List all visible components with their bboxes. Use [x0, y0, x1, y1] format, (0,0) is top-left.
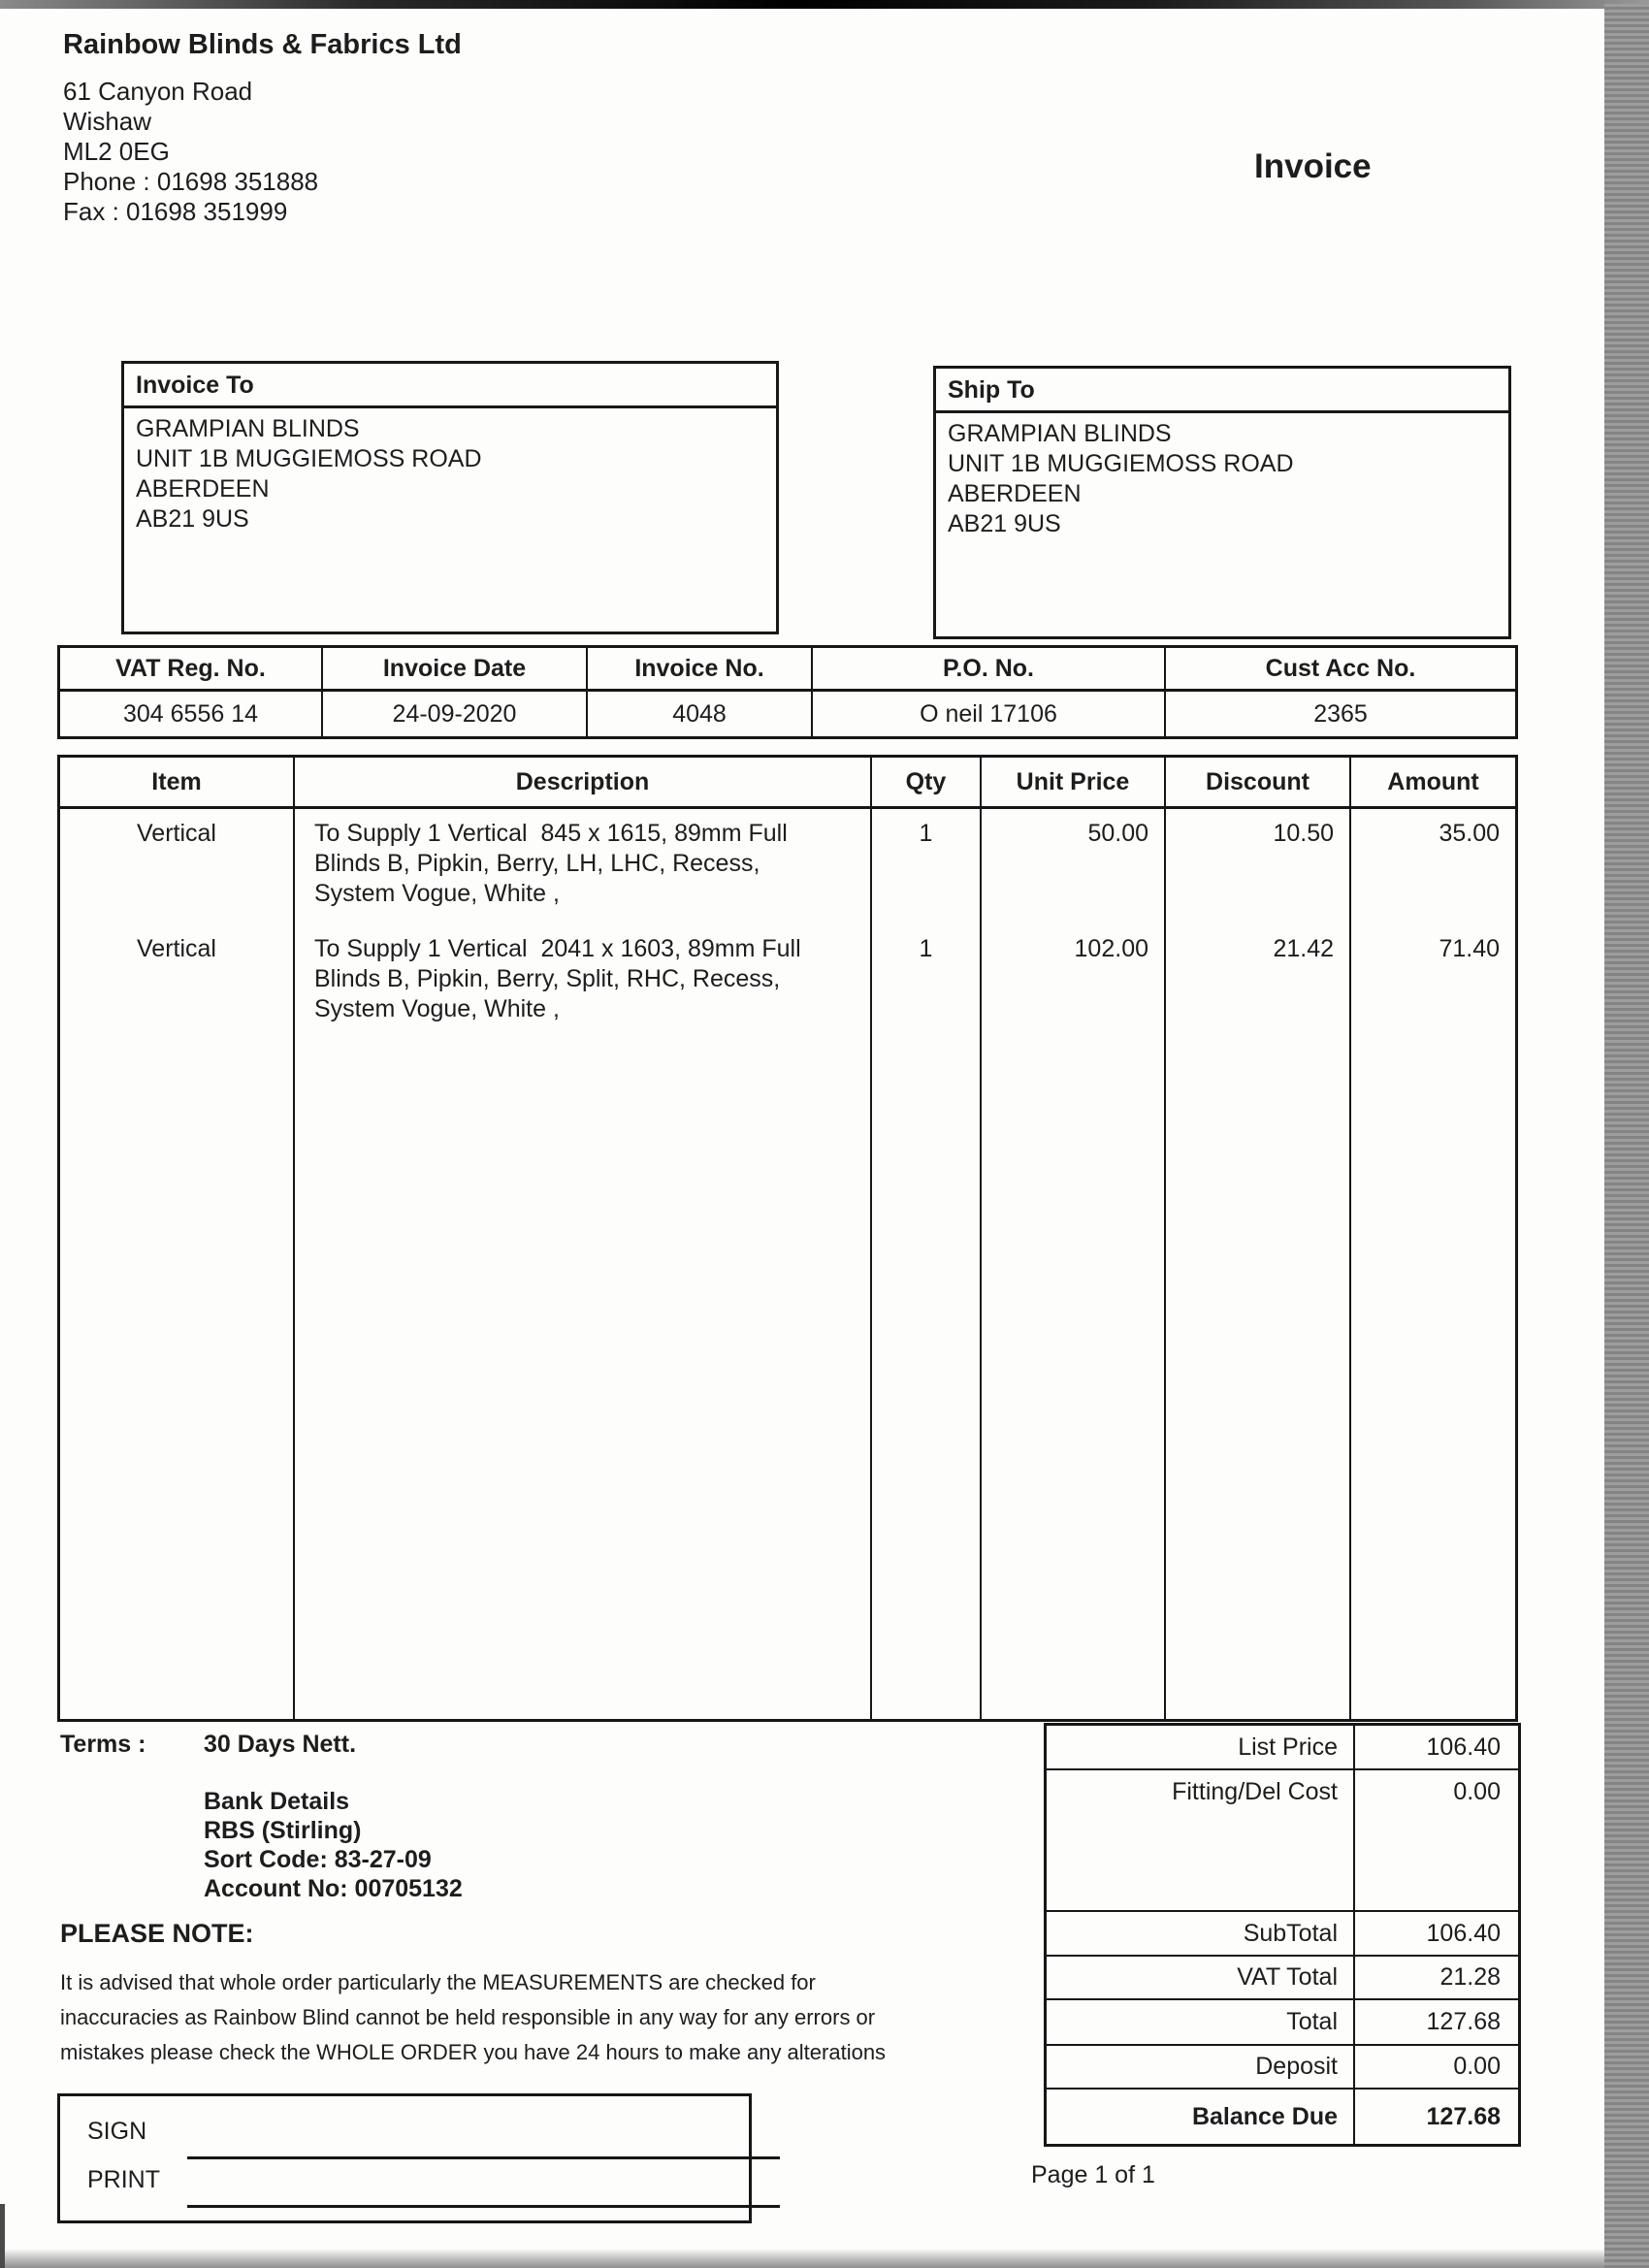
- bank-details: [204, 1787, 463, 1903]
- meta-value-vat-reg: 304 6556 14: [60, 692, 323, 736]
- meta-header-cust-acc: Cust Acc No.: [1166, 648, 1515, 692]
- document-title: Invoice: [1254, 147, 1372, 185]
- meta-value-invoice-no: 4048: [588, 692, 813, 736]
- meta-value-invoice-date: 24-09-2020: [323, 692, 588, 736]
- meta-header-invoice-date: Invoice Date: [323, 648, 588, 692]
- items-header-qty: Qty: [872, 758, 982, 806]
- line-items-body: [60, 809, 1515, 1719]
- note-line: It is advised that whole order particularly the MEASUREMENTS are checked for: [60, 1970, 816, 1994]
- meta-value-cust-acc: 2365: [1313, 699, 1368, 728]
- items-header-unit-price: Unit Price: [982, 758, 1166, 806]
- item-cell-unit-price: 50.00: [982, 809, 1166, 924]
- totals-value-deposit: 0.00: [1355, 2046, 1518, 2090]
- print-line[interactable]: [187, 2205, 780, 2208]
- scan-artifact-top: [0, 0, 1649, 9]
- item-cell-discount: 21.42: [1166, 924, 1351, 1040]
- ship-to-address: [936, 413, 1508, 545]
- invoice-to-label: Invoice To: [124, 364, 776, 408]
- invoice-to-line: UNIT 1B MUGGIEMOSS ROAD: [136, 445, 482, 472]
- meta-header-po-no: P.O. No.: [813, 648, 1166, 692]
- ship-to-line: GRAMPIAN BLINDS: [948, 420, 1172, 447]
- note-line: mistakes please check the WHOLE ORDER you have 24 hours to make any alterations: [60, 2040, 887, 2064]
- totals-label-total: Total: [1047, 2000, 1355, 2046]
- item-cell-description: To Supply 1 Vertical 2041 x 1603, 89mm Full Blinds B, Pipkin, Berry, Split, RHC, Recess, System Vogue, White ,: [295, 924, 872, 1040]
- ship-to-line: AB21 9US: [948, 510, 1061, 537]
- meta-header-invoice-no: Invoice No.: [588, 648, 813, 692]
- invoice-to-line: GRAMPIAN BLINDS: [136, 415, 360, 442]
- note-body: [60, 1965, 1020, 2070]
- company-address-line: ML2 0EG: [63, 137, 170, 166]
- item-cell-type: Vertical: [60, 924, 295, 1040]
- company-name: Rainbow Blinds & Fabrics Ltd: [63, 29, 462, 60]
- company-address-line: Wishaw: [63, 107, 152, 136]
- item-cell-description: To Supply 1 Vertical 845 x 1615, 89mm Full Blinds B, Pipkin, Berry, LH, LHC, Recess, System Vogue, White ,: [295, 809, 872, 924]
- totals-value-fitting-del-cost: 0.00: [1355, 1770, 1518, 1912]
- totals-label-vat-total: VAT Total: [1047, 1957, 1355, 2000]
- company-fax: Fax : 01698 351999: [63, 197, 288, 226]
- invoice-to-address: [124, 408, 776, 540]
- totals-value-total: 127.68: [1355, 2000, 1518, 2046]
- totals-label-subtotal: SubTotal: [1047, 1912, 1355, 1957]
- sign-label: SIGN: [87, 2118, 147, 2145]
- totals-value-list-price: 106.40: [1355, 1726, 1518, 1770]
- totals-label-deposit: Deposit: [1047, 2046, 1355, 2090]
- company-address-line: 61 Canyon Road: [63, 77, 253, 106]
- totals-value-vat-total: 21.28: [1355, 1957, 1518, 2000]
- ship-to-line: ABERDEEN: [948, 480, 1082, 507]
- print-label: PRINT: [87, 2166, 160, 2193]
- items-header-item: Item: [60, 758, 295, 806]
- invoice-to-box: [121, 361, 779, 634]
- invoice-to-line: AB21 9US: [136, 505, 249, 533]
- ship-to-box: [933, 366, 1511, 639]
- bank-name: RBS (Stirling): [204, 1817, 362, 1844]
- items-filler-cell: [1166, 1040, 1351, 1719]
- line-items-table: [57, 755, 1518, 1722]
- bank-account-no: Account No: 00705132: [204, 1875, 463, 1902]
- item-cell-amount: 35.00: [1439, 820, 1500, 847]
- sign-line[interactable]: [187, 2156, 780, 2159]
- item-cell-qty: 1: [872, 924, 982, 1040]
- items-filler-cell: [1351, 1040, 1515, 1719]
- totals-value-balance-due: 127.68: [1426, 2102, 1501, 2130]
- meta-value-po-no: O neil 17106: [813, 692, 1166, 736]
- totals-label-list-price: List Price: [1047, 1726, 1355, 1770]
- line-items-header: [60, 758, 1515, 809]
- terms-label: Terms :: [60, 1731, 146, 1758]
- note-line: inaccuracies as Rainbow Blind cannot be held responsible in any way for any errors or: [60, 2005, 876, 2029]
- page-number: Page 1 of 1: [1031, 2161, 1155, 2188]
- ship-to-line: UNIT 1B MUGGIEMOSS ROAD: [948, 450, 1294, 477]
- items-filler-cell: [295, 1040, 872, 1719]
- item-cell-amount: 71.40: [1439, 935, 1500, 962]
- totals-table: [1044, 1723, 1521, 2147]
- item-cell-discount: 10.50: [1166, 809, 1351, 924]
- invoice-to-line: ABERDEEN: [136, 475, 270, 502]
- totals-label-balance-due: Balance Due: [1047, 2090, 1355, 2144]
- items-header-amount: Amount: [1387, 767, 1479, 795]
- bank-sort-code: Sort Code: 83-27-09: [204, 1846, 432, 1873]
- invoice-meta-table: [57, 645, 1518, 739]
- items-filler-cell: [60, 1040, 295, 1719]
- totals-value-subtotal: 106.40: [1355, 1912, 1518, 1957]
- items-filler-cell: [872, 1040, 982, 1719]
- items-header-description: Description: [295, 758, 872, 806]
- company-header: [63, 29, 462, 227]
- terms-value: 30 Days Nett.: [204, 1731, 357, 1758]
- note-heading: PLEASE NOTE:: [60, 1919, 254, 1948]
- ship-to-label: Ship To: [936, 369, 1508, 413]
- items-filler-cell: [982, 1040, 1166, 1719]
- item-cell-unit-price: 102.00: [982, 924, 1166, 1040]
- totals-label-fitting-del-cost: Fitting/Del Cost: [1047, 1770, 1355, 1912]
- scan-artifact-right: [1604, 4, 1649, 2268]
- terms-row: [60, 1731, 356, 1759]
- meta-header-vat-reg: VAT Reg. No.: [60, 648, 323, 692]
- bank-details-heading: Bank Details: [204, 1788, 350, 1815]
- item-cell-qty: 1: [872, 809, 982, 924]
- item-cell-type: Vertical: [60, 809, 295, 924]
- items-header-discount: Discount: [1166, 758, 1351, 806]
- scan-artifact-bottom: [0, 2249, 1604, 2268]
- signature-box: [57, 2093, 752, 2223]
- scan-artifact-left-mark: [0, 2204, 5, 2268]
- company-phone: Phone : 01698 351888: [63, 167, 319, 196]
